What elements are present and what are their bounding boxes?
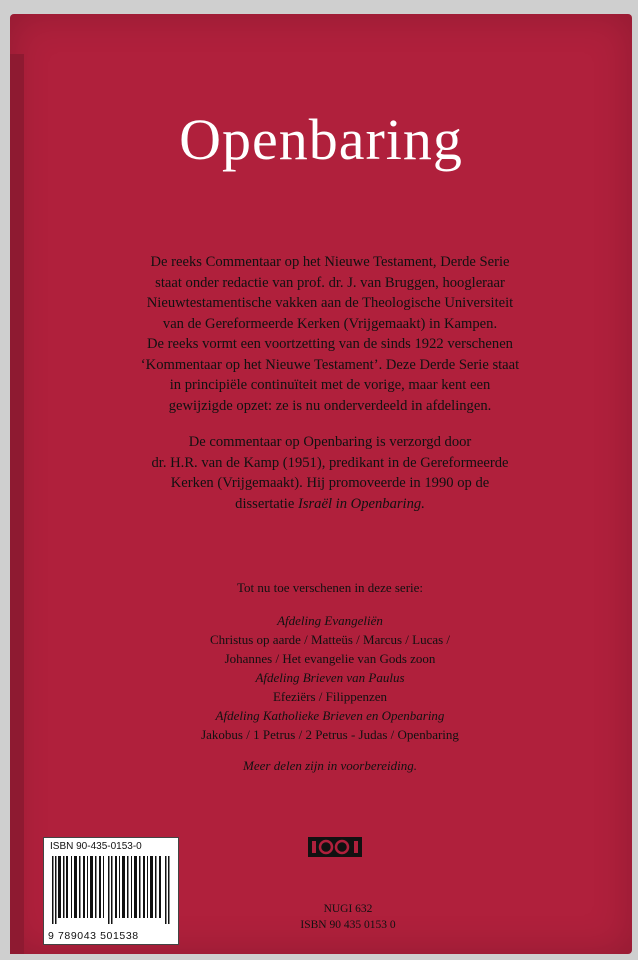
nugi-code: NUGI 632 — [323, 903, 373, 915]
blurb-line: De reeks vormt een voortzetting van de sinds 1922 verschenen — [147, 336, 513, 352]
blurb-last-prefix: dissertatie — [235, 495, 298, 512]
blurb-line: Nieuwtestamentische vakken aan de Theologische Universiteit — [146, 295, 514, 311]
spine-edge — [10, 54, 24, 954]
blurb-line: Kerken (Vrijgemaakt). Hij promoveerde in 1990 op de — [170, 475, 490, 491]
dissertation-title: Israël in Openbaring. — [297, 495, 425, 512]
blurb-line: van de Gereformeerde Kerken (Vrijgemaakt) in Kampen. — [162, 315, 498, 332]
ean-number: 9 789043 501538 — [48, 930, 139, 942]
cover-blurb — [130, 252, 530, 530]
publisher-logo-icon — [308, 837, 362, 857]
series-heading: Afdeling Katholieke Brieven en Openbaring — [215, 708, 445, 723]
series-line: Johannes / Het evangelie van Gods zoon — [224, 651, 436, 666]
blurb-paragraph-1 — [130, 252, 530, 416]
series-list — [130, 578, 530, 775]
series-intro: Tot nu toe verschenen in deze serie: — [236, 580, 424, 595]
blurb-line: De reeks Commentaar op het Nieuwe Testament, Derde Serie — [150, 254, 510, 270]
blurb-line: in principiële continuïteit met de vorige, maar kent een — [169, 377, 491, 393]
barcode-isbn: ISBN 90-435-0153-0 — [50, 841, 142, 852]
series-heading: Afdeling Evangeliën — [277, 613, 383, 628]
blurb-line: gewijzigde opzet: ze is nu onderverdeeld in afdelingen. — [168, 397, 492, 414]
series-line: Christus op aarde / Matteüs / Marcus / Lucas / — [209, 632, 451, 647]
blurb-line: staat onder redactie van prof. dr. J. van Bruggen, hoogleraar — [155, 274, 505, 291]
blurb-line: De commentaar op Openbaring is verzorgd door — [188, 434, 472, 450]
series-line: Efeziërs / Filippenzen — [272, 689, 388, 704]
barcode-label — [43, 837, 179, 945]
blurb-paragraph-2 — [130, 432, 530, 514]
series-line: Jakobus / 1 Petrus / 2 Petrus - Judas / Openbaring — [201, 727, 459, 742]
nugi-isbn-block — [278, 901, 418, 933]
cover-title: Openbaring — [179, 107, 463, 172]
blurb-line — [130, 494, 530, 515]
book-back-cover — [10, 14, 632, 954]
isbn-number: ISBN 90 435 0153 0 — [300, 919, 396, 931]
blurb-line: dr. H.R. van de Kamp (1951), predikant in de Gereformeerde — [151, 454, 509, 471]
blurb-line: ‘Kommentaar op het Nieuwe Testament’. Deze Derde Serie staat — [140, 356, 520, 373]
more-volumes-note: Meer delen zijn in voorbereiding. — [243, 758, 417, 773]
series-heading: Afdeling Brieven van Paulus — [255, 670, 405, 685]
barcode-icon — [52, 856, 170, 924]
